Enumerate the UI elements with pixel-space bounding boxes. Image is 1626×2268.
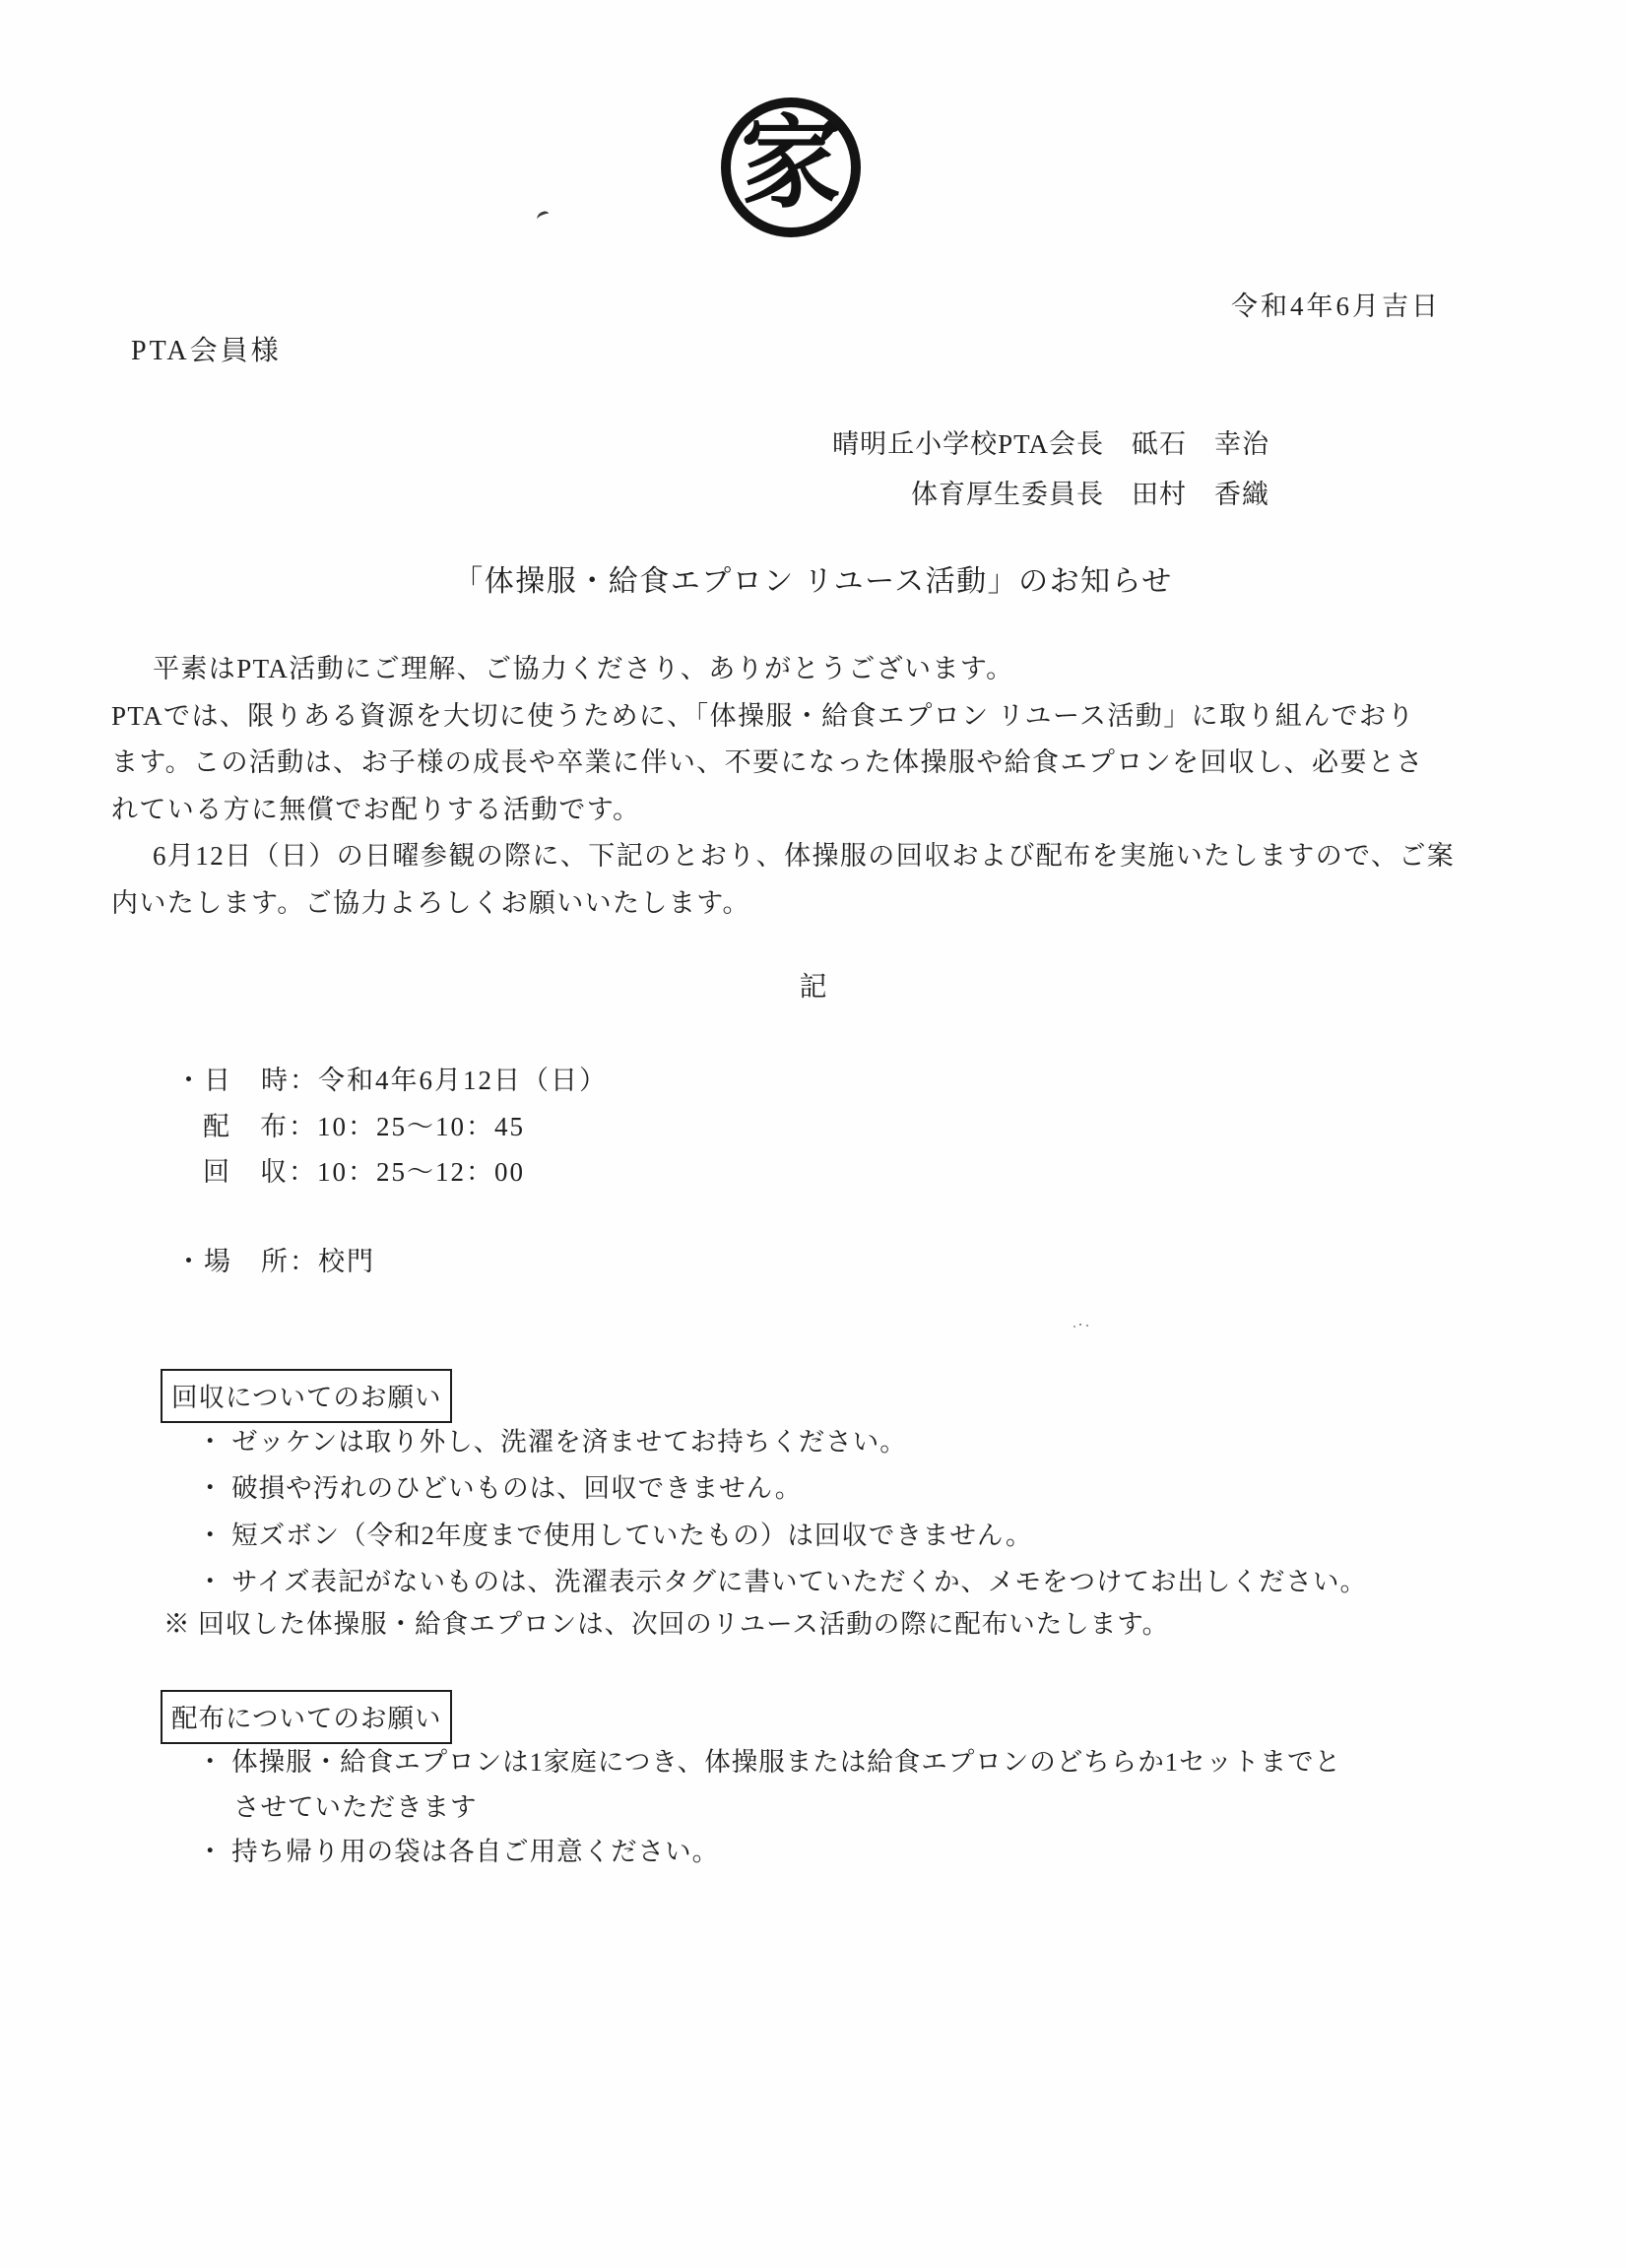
distribution-time-line: 配 布：10：25～10：45 — [203, 1111, 525, 1141]
distribution-bullet-list — [197, 1740, 1536, 1875]
body-line: 平素はPTA活動にご理解、ご協力くださり、ありがとうございます。 — [153, 654, 1014, 683]
collection-bullet: ・ 短ズボン（令和2年度まで使用していたもの）は回収できません。 — [197, 1520, 1033, 1550]
collection-bullet: ・ ゼッケンは取り外し、洗濯を済ませてお持ちください。 — [197, 1427, 907, 1457]
recipient-line: PTA会員様 — [131, 336, 282, 366]
sender-block — [832, 420, 1269, 520]
family-seal-stamp — [721, 97, 861, 237]
scan-artifact-squiggle — [536, 210, 551, 224]
collection-note: ※ 回収した体操服・給食エプロンは、次回のリユース活動の際に配布いたします。 — [163, 1609, 1170, 1639]
sender-committee-chair: 体育厚生委員長 田村 香織 — [911, 480, 1269, 509]
distribution-bullet-continuation: させていただきます — [233, 1791, 478, 1822]
document-title: 「体操服・給食エプロン リユース活動」のお知らせ — [453, 565, 1173, 598]
event-date-line: ・日 時：令和4年6月12日（日） — [175, 1066, 608, 1095]
event-datetime-block — [175, 1058, 608, 1196]
distribution-bullet: ・ 持ち帰り用の袋は各自ご用意ください。 — [197, 1837, 720, 1866]
distribution-request-heading: 配布についてのお願い — [161, 1690, 452, 1744]
body-line: ます。この活動は、お子様の成長や卒業に伴い、不要になった体操服や給食エプロンを回収し、必要とさ — [111, 747, 1424, 777]
collection-time-line: 回 収：10：25～12：00 — [203, 1157, 525, 1187]
body-line: PTAでは、限りある資源を大切に使うために、「体操服・給食エプロン リユース活動」に取り組んでおり — [111, 700, 1415, 731]
body-line: れている方に無償でお配りする活動です。 — [111, 794, 641, 824]
record-marker: 記 — [799, 972, 827, 1003]
collection-request-heading: 回収についてのお願い — [161, 1369, 452, 1423]
collection-bullet: ・ 破損や汚れのひどいものは、回収できません。 — [197, 1473, 803, 1504]
issue-date: 令和4年6月吉日 — [1231, 292, 1441, 321]
seal-kanji: 家 — [741, 109, 841, 221]
body-line: 6月12日（日）の日曜参観の際に、下記のとおり、体操服の回収および配布を実施いたしますので、ご案 — [153, 841, 1456, 871]
event-place-line: ・場 所：校門 — [175, 1247, 375, 1276]
collection-bullet-list — [197, 1419, 1507, 1605]
scan-artifact-dots — [1079, 1324, 1081, 1326]
distribution-bullet: ・ 体操服・給食エプロンは1家庭につき、体操服または給食エプロンのどちらか1セットまでと — [197, 1747, 1342, 1777]
body-paragraphs — [111, 646, 1500, 927]
body-line: 内いたします。ご協力よろしくお願いいたします。 — [111, 887, 750, 918]
sender-pta-president: 晴明丘小学校PTA会長 砥石 幸治 — [832, 429, 1269, 459]
collection-bullet: ・ サイズ表記がないものは、洗濯表示タグに書いていただくか、メモをつけてお出しください。 — [197, 1566, 1368, 1596]
